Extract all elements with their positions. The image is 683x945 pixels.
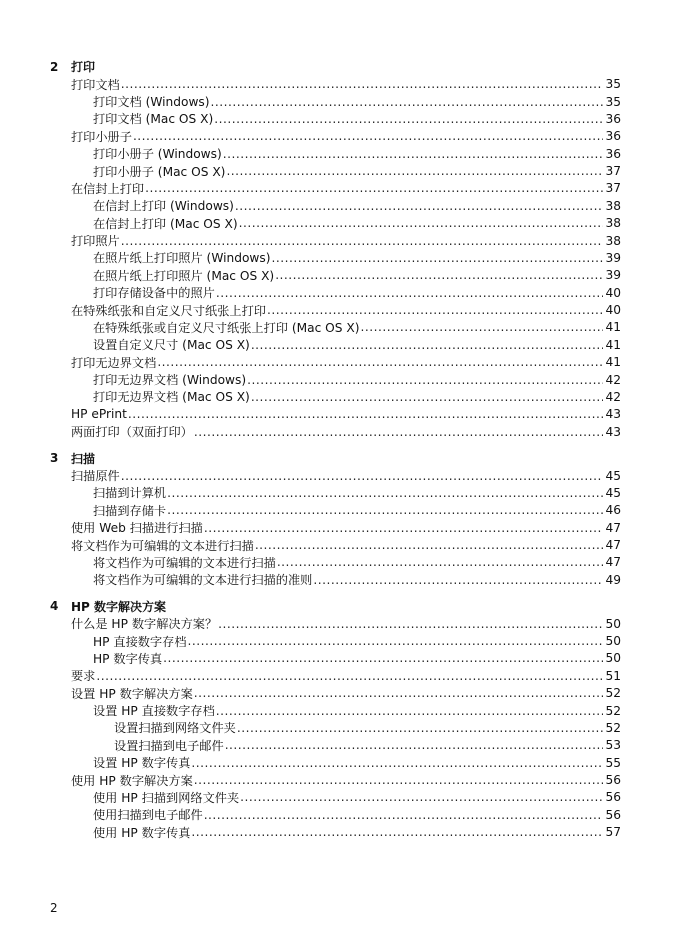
chapter-gap [50,440,621,449]
toc-entry-label: 打印文档 [71,77,120,92]
dot-leader [247,373,603,387]
toc-entry-page: 47 [605,538,621,553]
dot-leader [216,286,603,300]
dot-leader [133,129,603,143]
dot-leader [225,738,603,752]
toc-entry-label: 设置扫描到网络文件夹 [114,721,236,736]
dot-leader [121,469,603,483]
toc-entry[interactable] [50,319,621,336]
dot-leader [237,721,603,735]
dot-leader [128,407,603,421]
toc-entry-page: 53 [605,738,621,753]
dot-leader [271,251,603,265]
toc-entry[interactable] [50,215,621,232]
toc-entry[interactable] [50,702,621,719]
toc-entry-page: 49 [605,572,621,587]
dot-leader [275,268,603,282]
toc-entry-page: 52 [605,720,621,735]
toc-entry[interactable] [50,93,621,110]
dot-leader [313,573,603,587]
toc-entry-page: 42 [605,389,621,404]
chapter-heading[interactable] [50,449,621,467]
chapter-number: 3 [50,451,59,466]
dot-leader [218,617,603,631]
toc-entry-page: 36 [605,129,621,144]
chapter-title: HP 数字解决方案 [71,599,167,614]
toc-entry-page: 40 [605,285,621,300]
toc-entry-page: 45 [605,468,621,483]
toc-entry[interactable] [50,502,621,519]
toc-entry[interactable] [50,615,621,632]
toc-entry[interactable] [50,737,621,754]
dot-leader [251,390,603,404]
toc-entry-page: 50 [605,651,621,666]
toc-entry-page: 42 [605,372,621,387]
toc-entry-page: 37 [605,181,621,196]
dot-leader [121,77,603,91]
toc-entry[interactable] [50,806,621,823]
toc-entry[interactable] [50,284,621,301]
toc-entry[interactable] [50,128,621,145]
dot-leader [194,773,603,787]
toc-entry-label: 要求 [71,669,96,684]
toc-entry-page: 52 [605,703,621,718]
toc-entry-label: 打印文档 (Windows) [93,95,210,110]
toc-entry[interactable] [50,423,621,440]
dot-leader [194,425,603,439]
toc-entry[interactable] [50,76,621,93]
toc-entry-label: 在照片纸上打印照片 (Mac OS X) [93,268,275,283]
toc-entry-page: 50 [605,616,621,631]
toc-entry[interactable] [50,388,621,405]
toc-entry[interactable] [50,162,621,179]
chapter-heading[interactable] [50,58,621,76]
toc-entry[interactable] [50,536,621,553]
toc-entry-label: 扫描到计算机 [93,486,167,501]
dot-leader [157,355,603,369]
toc-entry-page: 41 [605,320,621,335]
dot-leader [145,181,603,195]
toc-entry-label: 两面打印（双面打印） [71,425,193,440]
toc-entry[interactable] [50,650,621,667]
toc-entry-page: 43 [605,407,621,422]
dot-leader [235,199,603,213]
chapter-number: 2 [50,59,59,74]
toc-entry-label: 打印小册子 (Mac OS X) [93,164,226,179]
toc-entry[interactable] [50,336,621,353]
toc-entry-label: 设置扫描到电子邮件 [114,738,224,753]
dot-leader [267,303,603,317]
toc-entry-label: 使用 HP 数字传真 [93,825,191,840]
chapter-title: 扫描 [71,451,96,466]
dot-leader [216,704,603,718]
toc-entry[interactable] [50,824,621,841]
toc-entry-page: 39 [605,268,621,283]
toc-entry-page: 36 [605,111,621,126]
toc-entry[interactable] [50,467,621,484]
dot-leader [194,686,603,700]
toc-entry-label: 在信封上打印 (Windows) [93,199,234,214]
toc-entry-page: 41 [605,355,621,370]
toc-entry-label: 在照片纸上打印照片 (Windows) [93,251,271,266]
toc-entry-page: 43 [605,424,621,439]
toc-entry-label: HP 直接数字存档 [93,634,187,649]
toc-entry-page: 47 [605,520,621,535]
toc-entry-label: 在信封上打印 [71,181,145,196]
toc-entry-label: 打印无边界文档 (Mac OS X) [93,390,250,405]
toc-entry-page: 38 [605,198,621,213]
toc-entry-label: 在信封上打印 (Mac OS X) [93,216,238,231]
toc-entry-label: 使用 Web 扫描进行扫描 [71,521,203,536]
toc-entry-page: 40 [605,303,621,318]
dot-leader [361,320,604,334]
toc-entry[interactable] [50,371,621,388]
toc-entry-label: 使用扫描到电子邮件 [93,808,203,823]
toc-entry-label: 使用 HP 扫描到网络文件夹 [93,790,240,805]
toc-entry-label: HP ePrint [71,407,127,422]
toc-entry-label: 打印存储设备中的照片 [93,286,215,301]
dot-leader [204,521,603,535]
chapter-heading[interactable] [50,598,621,616]
toc-entry[interactable] [50,789,621,806]
toc-entry[interactable] [50,754,621,771]
dot-leader [239,216,603,230]
dot-leader [226,164,603,178]
dot-leader [251,338,603,352]
toc-entry[interactable] [50,145,621,162]
toc-entry[interactable] [50,406,621,423]
toc-entry[interactable] [50,267,621,284]
chapter-number: 4 [50,599,59,614]
toc-entry-label: 将文档作为可编辑的文本进行扫描的准则 [93,573,313,588]
toc-entry-page: 56 [605,773,621,788]
toc-entry-label: 使用 HP 数字解决方案 [71,773,193,788]
toc-entry-page: 52 [605,686,621,701]
page-number: 2 [50,901,58,915]
toc-entry-page: 50 [605,634,621,649]
toc-entry[interactable] [50,484,621,501]
toc-entry-label: 设置 HP 数字传真 [93,756,191,771]
toc-entry-page: 35 [605,77,621,92]
toc-entry-page: 46 [605,503,621,518]
toc-entry-page: 56 [605,790,621,805]
toc-entry[interactable] [50,180,621,197]
toc-entry-label: 设置 HP 直接数字存档 [93,704,215,719]
toc-entry[interactable] [50,197,621,214]
dot-leader [167,486,603,500]
dot-leader [163,651,603,665]
toc-entry-page: 39 [605,250,621,265]
toc-entry[interactable] [50,771,621,788]
toc-entry-label: 设置自定义尺寸 (Mac OS X) [93,338,250,353]
toc-entry[interactable] [50,354,621,371]
toc-entry-page: 45 [605,485,621,500]
toc-entry-label: 打印小册子 [71,129,132,144]
dot-leader [188,634,603,648]
toc-entry-label: 打印照片 [71,234,120,249]
chapter-gap [50,589,621,598]
dot-leader [211,95,603,109]
toc-entry-label: 将文档作为可编辑的文本进行扫描 [93,555,276,570]
toc-entry[interactable] [50,110,621,127]
toc-entry-label: 打印无边界文档 [71,355,157,370]
dot-leader [223,147,603,161]
dot-leader [191,756,603,770]
toc-entry-label: 在特殊纸张和自定义尺寸纸张上打印 [71,303,266,318]
toc-entry[interactable] [50,719,621,736]
dot-leader [96,669,603,683]
toc-entry[interactable] [50,667,621,684]
toc-entry[interactable] [50,301,621,318]
toc-entry[interactable] [50,232,621,249]
dot-leader [214,112,603,126]
toc-entry-page: 38 [605,216,621,231]
dot-leader [191,825,603,839]
toc-entry-label: 在特殊纸张或自定义尺寸纸张上打印 (Mac OS X) [93,320,360,335]
toc-entry-label: 打印文档 (Mac OS X) [93,112,214,127]
toc-entry-page: 47 [605,555,621,570]
toc-entry[interactable] [50,519,621,536]
toc-entry-label: 扫描到存储卡 [93,503,167,518]
toc-entry-page: 41 [605,337,621,352]
dot-leader [255,538,603,552]
chapter-title: 打印 [71,60,96,75]
toc-entry-page: 36 [605,146,621,161]
dot-leader [204,808,603,822]
toc-entry-page: 56 [605,807,621,822]
dot-leader [277,555,603,569]
toc-entry[interactable] [50,632,621,649]
toc-entry[interactable] [50,685,621,702]
toc-entry-label: 打印无边界文档 (Windows) [93,373,247,388]
toc-entry-label: HP 数字传真 [93,651,163,666]
table-of-contents [50,58,621,841]
toc-entry[interactable] [50,554,621,571]
toc-entry-label: 什么是 HP 数字解决方案？ [71,617,218,632]
toc-entry[interactable] [50,249,621,266]
dot-leader [167,503,603,517]
toc-entry-page: 51 [605,668,621,683]
toc-entry-page: 57 [605,825,621,840]
toc-entry-page: 55 [605,755,621,770]
toc-entry-label: 将文档作为可编辑的文本进行扫描 [71,538,254,553]
toc-entry-page: 38 [605,233,621,248]
toc-entry-label: 设置 HP 数字解决方案 [71,686,193,701]
dot-leader [121,234,603,248]
dot-leader [240,790,603,804]
toc-entry-page: 37 [605,164,621,179]
toc-entry-label: 扫描原件 [71,469,120,484]
toc-entry[interactable] [50,571,621,588]
toc-entry-label: 打印小册子 (Windows) [93,147,222,162]
toc-entry-page: 35 [605,94,621,109]
